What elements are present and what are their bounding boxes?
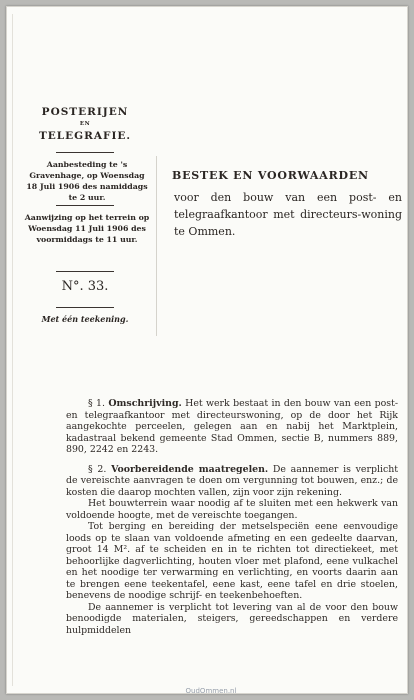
divider-rule (56, 152, 114, 153)
section-number: § 2. (88, 463, 107, 475)
aanbesteding-notice: Aanbesteding te 's Gravenhage, op Woensdag 18 Juli 1906 des namiddags te 2 uur. (26, 160, 148, 202)
section-1 (66, 398, 398, 456)
org-name-line1: POSTERIJEN (41, 106, 129, 118)
column-divider (156, 156, 157, 336)
divider-rule (56, 307, 114, 308)
section-heading: Omschrijving. (108, 398, 182, 409)
aanwijzing-notice: Aanwijzing op het terrein op Woensdag 11 Juli 1906 des voormiddags te 11 uur. (24, 213, 150, 244)
org-name-line3: TELEGRAFIE. (38, 130, 132, 142)
section-number: § 1. (88, 398, 105, 409)
document-subtitle: voor den bouw van een post- en telegraafkantoor met directeurs-woning te Ommen. (174, 191, 402, 238)
paragraph: Tot berging en bereiding der metselspeciën eene eenvoudige loods op te slaan van voldoende afmeting en een gedeelte daarvan, groot 14 M². af te scheiden en in te richten tot directiekeet, met behoorlijke dagverlichting, houten vloer met plafond, eene vulkachel en het noodige ter verwarming en verlichting, en voorts daarin aan te brengen eene teekentafel, eene kast, eene tafel en drie stoelen, benevens de noodige schrijf- en teekenbehoeften. (66, 521, 398, 601)
paragraph: Het bouwterrein waar noodig af te sluiten met een hekwerk van voldoende hoogte, met de vereischte toegangen. (66, 498, 398, 521)
section-text: De aannemer is verplicht de vereischte aanvragen te doen om vergunning tot bouwen, enz.; de kosten die daarop mochten vallen, zijn voor zijn rekening. (66, 463, 398, 498)
drawing-note: Met één teekening. (41, 314, 129, 324)
document-title: BESTEK EN VOORWAARDEN (172, 169, 369, 182)
divider-rule (56, 271, 114, 272)
watermark-logo: OudOmmen.nl (185, 687, 237, 695)
document-sheet (6, 6, 408, 694)
section-heading: Voorbereidende maatregelen. (111, 463, 269, 475)
section-text: Het werk bestaat in den bouw van een post- en telegraafkantoor met directeurswoning, op de door het Rijk aangekochte perceelen, gelegen aan en nabij het Marktplein, kadastraal bekend gemeente Stad Ommen, sectie B, nummers 889, 890, 2242 en 2243. (66, 398, 399, 455)
org-name-line2: EN (79, 121, 91, 127)
body-text (66, 398, 398, 636)
divider-rule (56, 205, 114, 206)
bestek-number: N°. 33. (61, 279, 109, 294)
section-2 (66, 464, 398, 499)
paragraph: De aannemer is verplicht tot levering van al de voor den bouw benoodigde materialen, steigers, gereedschappen en verdere hulpmiddelen (66, 601, 398, 636)
